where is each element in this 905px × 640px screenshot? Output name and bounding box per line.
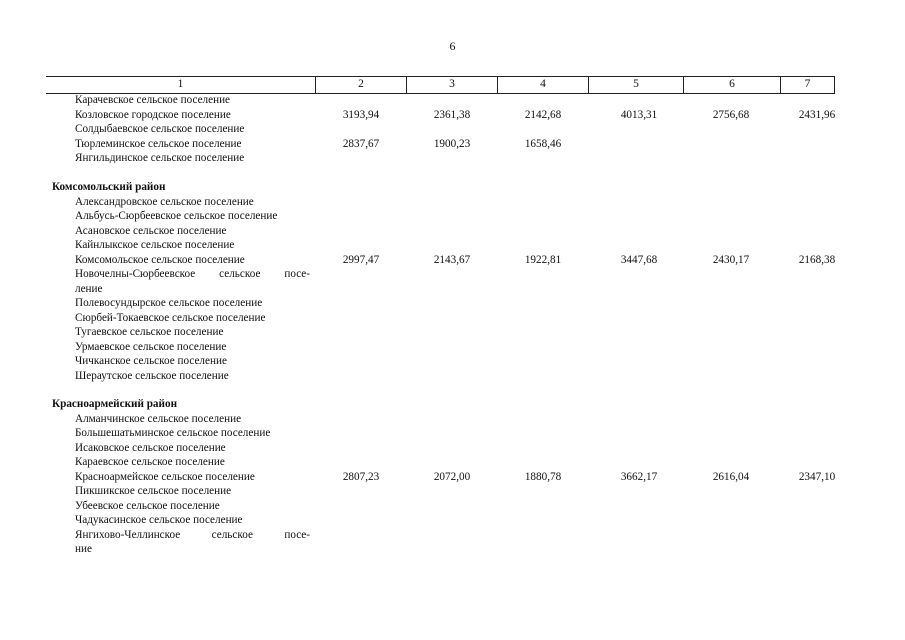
settlement-name: Убеевское сельское поселение [75,499,220,512]
settlement-name: Пикшикское сельское поселение [75,485,232,497]
value-cell: 2361,38 [433,108,471,121]
settlement-name: Исаковское сельское поселение [75,441,226,454]
column-header-3: 3 [406,77,497,93]
value-cell: 2430,17 [712,253,750,266]
settlement-name: Карачевское сельское поселение [75,94,231,106]
settlement-name: Чадукасинское сельское поселение [75,514,243,526]
settlement-name-continued: ние [75,543,92,555]
column-header-6: 6 [683,77,780,93]
value-cell: 2756,68 [712,108,750,121]
value-cell: 2072,00 [433,470,471,483]
column-header-1: 1 [177,78,184,90]
district-title: Комсомольский район [52,181,166,193]
settlement-name: Солдыбаевское сельское поселение [75,123,245,135]
settlement-name: Караевское сельское поселение [75,456,225,468]
column-header-5: 5 [588,77,683,93]
settlement-name: Красноармейское сельское поселение [75,470,255,483]
settlement-name: Козловское городское поселение [75,108,231,121]
settlement-name: Урмаевское сельское поселение [75,340,227,353]
value-cell: 3193,94 [342,108,380,121]
value-cell: 3447,68 [620,253,658,266]
column-header-2: 2 [315,77,406,93]
value-cell: 4013,31 [620,108,658,121]
settlement-name: Александровское сельское поселение [75,195,254,208]
settlement-name: Янгильдинское сельское поселение [75,152,245,164]
value-cell: 2837,67 [342,137,380,150]
settlement-name: Чичканское сельское поселение [75,355,227,367]
table-header [46,76,835,94]
settlement-name: Альбусь-Сюрбеевское сельское поселение [75,210,278,222]
settlement-name: Новочелны-Сюрбеевское сельское посе- [75,268,310,280]
value-cell: 1880,78 [524,470,562,483]
settlement-name: Шераутское сельское поселение [75,369,229,382]
settlement-name: Комсомольское сельское поселение [75,253,245,266]
column-header-4: 4 [497,77,588,93]
value-cell: 1922,81 [524,253,562,266]
value-cell: 3662,17 [620,470,658,483]
settlement-name: Кайнлыкское сельское поселение [75,239,235,251]
settlement-name: Алманчинское сельское поселение [75,412,242,425]
settlement-name: Полевосундырское сельское поселение [75,297,263,309]
settlement-name: Большешатьминское сельское поселение [75,427,271,439]
value-cell: 1900,23 [433,137,471,150]
value-cell: 1658,46 [524,137,562,150]
settlement-name: Янгихово-Челлинское сельское посе- [75,528,310,541]
column-header-7: 7 [780,77,835,93]
value-cell: 2997,47 [342,253,380,266]
value-cell: 2168,38 [798,253,836,266]
settlement-name: Тугаевское сельское поселение [75,326,224,338]
value-cell: 2143,67 [433,253,471,266]
value-cell: 2142,68 [524,108,562,121]
settlement-name: Сюрбей-Токаевское сельское поселение [75,311,266,324]
value-cell: 2347,10 [798,470,836,483]
value-cell: 2616,04 [712,470,750,483]
settlement-name: Тюрлеминское сельское поселение [75,137,242,150]
value-cell: 2807,23 [342,470,380,483]
settlement-name-continued: ление [75,282,103,295]
value-cell: 2431,96 [798,108,836,121]
district-title: Красноармейский район [52,398,178,410]
page-number: 6 [449,39,456,53]
settlement-name: Асановское сельское поселение [75,224,227,237]
